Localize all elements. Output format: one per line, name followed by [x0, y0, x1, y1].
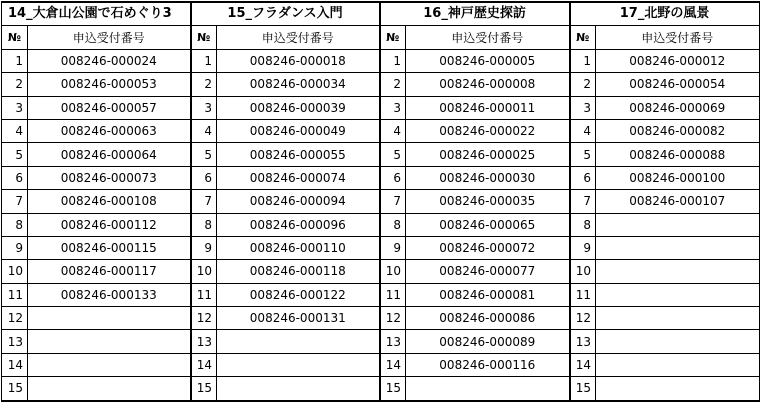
application-id-cell[interactable]	[217, 330, 380, 353]
application-id-cell[interactable]: 008246-000054	[596, 73, 760, 96]
row-number-cell[interactable]: 7	[380, 190, 406, 213]
row-number-cell[interactable]: 2	[191, 73, 217, 96]
row-number-cell[interactable]: 3	[2, 96, 28, 119]
application-id-cell[interactable]: 008246-000117	[28, 260, 191, 283]
application-id-cell[interactable]: 008246-000039	[217, 96, 380, 119]
application-id-cell[interactable]: 008246-000115	[28, 236, 191, 259]
application-id-cell[interactable]: 008246-000086	[406, 307, 570, 330]
row-number-cell[interactable]: 6	[570, 166, 596, 189]
table-row	[2, 49, 760, 72]
application-id-cell[interactable]: 008246-000100	[596, 166, 760, 189]
row-number-cell[interactable]: 8	[2, 213, 28, 236]
table-row	[2, 307, 760, 330]
application-id-cell[interactable]: 008246-000108	[28, 190, 191, 213]
application-id-cell[interactable]: 008246-000011	[406, 96, 570, 119]
row-number-cell[interactable]: 15	[191, 377, 217, 401]
application-id-cell[interactable]	[217, 377, 380, 401]
application-id-cell[interactable]: 008246-000018	[217, 49, 380, 72]
application-id-cell[interactable]: 008246-000089	[406, 330, 570, 353]
column-header-row	[2, 26, 760, 49]
application-id-cell[interactable]: 008246-000133	[28, 283, 191, 306]
application-id-cell[interactable]: 008246-000034	[217, 73, 380, 96]
application-id-cell[interactable]: 008246-000069	[596, 96, 760, 119]
row-number-cell[interactable]: 2	[380, 73, 406, 96]
application-id-cell[interactable]	[596, 307, 760, 330]
row-number-cell[interactable]: 1	[380, 49, 406, 72]
application-id-cell[interactable]: 008246-000072	[406, 236, 570, 259]
row-number-cell[interactable]: 4	[191, 119, 217, 142]
application-id-cell[interactable]: 008246-000118	[217, 260, 380, 283]
row-number-cell[interactable]: 3	[570, 96, 596, 119]
application-id-cell[interactable]: 008246-000074	[217, 166, 380, 189]
application-id-cell[interactable]: 008246-000025	[406, 143, 570, 166]
table-row	[2, 260, 760, 283]
row-number-cell[interactable]: 14	[570, 353, 596, 376]
row-number-cell[interactable]: 6	[380, 166, 406, 189]
application-id-cell[interactable]: 008246-000094	[217, 190, 380, 213]
table-row	[2, 353, 760, 376]
row-number-cell[interactable]: 11	[191, 283, 217, 306]
row-number-cell[interactable]: 9	[2, 236, 28, 259]
row-number-cell[interactable]: 15	[570, 377, 596, 401]
application-id-cell[interactable]: 008246-000064	[28, 143, 191, 166]
table-row	[2, 143, 760, 166]
application-id-cell[interactable]: 008246-000005	[406, 49, 570, 72]
application-id-cell[interactable]: 008246-000110	[217, 236, 380, 259]
table-row	[2, 236, 760, 259]
registration-table	[1, 1, 760, 402]
id-header[interactable]: 申込受付番号	[28, 26, 191, 49]
application-id-cell[interactable]: 008246-000116	[406, 353, 570, 376]
no-header[interactable]: №	[191, 26, 217, 49]
row-number-cell[interactable]: 14	[191, 353, 217, 376]
row-number-cell[interactable]: 5	[380, 143, 406, 166]
row-number-cell[interactable]: 13	[570, 330, 596, 353]
table-row	[2, 190, 760, 213]
application-id-cell[interactable]: 008246-000057	[28, 96, 191, 119]
row-number-cell[interactable]: 11	[2, 283, 28, 306]
row-number-cell[interactable]: 1	[570, 49, 596, 72]
application-id-cell[interactable]	[217, 353, 380, 376]
row-number-cell[interactable]: 12	[2, 307, 28, 330]
row-number-cell[interactable]: 7	[2, 190, 28, 213]
table-row	[2, 96, 760, 119]
row-number-cell[interactable]: 5	[191, 143, 217, 166]
row-number-cell[interactable]: 10	[2, 260, 28, 283]
row-number-cell[interactable]: 12	[191, 307, 217, 330]
application-id-cell[interactable]: 008246-000082	[596, 119, 760, 142]
row-number-cell[interactable]: 7	[191, 190, 217, 213]
application-id-cell[interactable]: 008246-000049	[217, 119, 380, 142]
application-id-cell[interactable]: 008246-000022	[406, 119, 570, 142]
row-number-cell[interactable]: 3	[191, 96, 217, 119]
id-header[interactable]: 申込受付番号	[406, 26, 570, 49]
application-id-cell[interactable]	[596, 330, 760, 353]
no-header[interactable]: №	[2, 26, 28, 49]
row-number-cell[interactable]: 9	[380, 236, 406, 259]
application-id-cell[interactable]	[406, 377, 570, 401]
table-row	[2, 166, 760, 189]
row-number-cell[interactable]: 11	[380, 283, 406, 306]
row-number-cell[interactable]: 12	[380, 307, 406, 330]
row-number-cell[interactable]: 2	[570, 73, 596, 96]
application-id-cell[interactable]	[596, 283, 760, 306]
application-id-cell[interactable]: 008246-000081	[406, 283, 570, 306]
row-number-cell[interactable]: 2	[2, 73, 28, 96]
table-row	[2, 119, 760, 142]
application-id-cell[interactable]	[28, 377, 191, 401]
row-number-cell[interactable]: 8	[380, 213, 406, 236]
application-id-cell[interactable]: 008246-000008	[406, 73, 570, 96]
application-id-cell[interactable]	[596, 260, 760, 283]
application-id-cell[interactable]	[596, 213, 760, 236]
application-id-cell[interactable]: 008246-000024	[28, 49, 191, 72]
row-number-cell[interactable]: 14	[2, 353, 28, 376]
row-number-cell[interactable]: 9	[570, 236, 596, 259]
row-number-cell[interactable]: 6	[2, 166, 28, 189]
row-number-cell[interactable]: 6	[191, 166, 217, 189]
group-title-row	[2, 2, 760, 26]
row-number-cell[interactable]: 10	[191, 260, 217, 283]
row-number-cell[interactable]: 12	[570, 307, 596, 330]
row-number-cell[interactable]: 13	[380, 330, 406, 353]
row-number-cell[interactable]: 8	[570, 213, 596, 236]
row-number-cell[interactable]: 1	[191, 49, 217, 72]
row-number-cell[interactable]: 8	[191, 213, 217, 236]
row-number-cell[interactable]: 5	[570, 143, 596, 166]
application-id-cell[interactable]: 008246-000131	[217, 307, 380, 330]
row-number-cell[interactable]: 15	[380, 377, 406, 401]
row-number-cell[interactable]: 14	[380, 353, 406, 376]
application-id-cell[interactable]	[28, 307, 191, 330]
row-number-cell[interactable]: 10	[380, 260, 406, 283]
no-header[interactable]: №	[570, 26, 596, 49]
row-number-cell[interactable]: 13	[191, 330, 217, 353]
row-number-cell[interactable]: 5	[2, 143, 28, 166]
row-number-cell[interactable]: 9	[191, 236, 217, 259]
application-id-cell[interactable]: 008246-000065	[406, 213, 570, 236]
application-id-cell[interactable]	[596, 377, 760, 401]
application-id-cell[interactable]	[28, 330, 191, 353]
application-id-cell[interactable]: 008246-000112	[28, 213, 191, 236]
application-id-cell[interactable]: 008246-000035	[406, 190, 570, 213]
group-title[interactable]: 17_北野の風景	[570, 2, 760, 26]
row-number-cell[interactable]: 7	[570, 190, 596, 213]
row-number-cell[interactable]: 15	[2, 377, 28, 401]
row-number-cell[interactable]: 4	[2, 119, 28, 142]
table-row	[2, 377, 760, 401]
application-id-cell[interactable]	[596, 236, 760, 259]
row-number-cell[interactable]: 3	[380, 96, 406, 119]
no-header[interactable]: №	[380, 26, 406, 49]
row-number-cell[interactable]: 4	[570, 119, 596, 142]
row-number-cell[interactable]: 1	[2, 49, 28, 72]
application-id-cell[interactable]: 008246-000073	[28, 166, 191, 189]
row-number-cell[interactable]: 11	[570, 283, 596, 306]
id-header[interactable]: 申込受付番号	[596, 26, 760, 49]
application-id-cell[interactable]: 008246-000107	[596, 190, 760, 213]
group-title[interactable]: 14_大倉山公園で石めぐり3	[2, 2, 191, 26]
application-id-cell[interactable]: 008246-000063	[28, 119, 191, 142]
application-id-cell[interactable]: 008246-000096	[217, 213, 380, 236]
row-number-cell[interactable]: 4	[380, 119, 406, 142]
group-title[interactable]: 16_神戸歴史探訪	[380, 2, 570, 26]
spreadsheet	[1, 1, 759, 399]
application-id-cell[interactable]	[28, 353, 191, 376]
application-id-cell[interactable]: 008246-000122	[217, 283, 380, 306]
table-row	[2, 73, 760, 96]
application-id-cell[interactable]: 008246-000012	[596, 49, 760, 72]
row-number-cell[interactable]: 13	[2, 330, 28, 353]
table-row	[2, 330, 760, 353]
application-id-cell[interactable]: 008246-000053	[28, 73, 191, 96]
table-row	[2, 283, 760, 306]
application-id-cell[interactable]: 008246-000088	[596, 143, 760, 166]
application-id-cell[interactable]: 008246-000055	[217, 143, 380, 166]
table-row	[2, 213, 760, 236]
group-title[interactable]: 15_フラダンス入門	[191, 2, 380, 26]
application-id-cell[interactable]: 008246-000077	[406, 260, 570, 283]
row-number-cell[interactable]: 10	[570, 260, 596, 283]
application-id-cell[interactable]: 008246-000030	[406, 166, 570, 189]
application-id-cell[interactable]	[596, 353, 760, 376]
id-header[interactable]: 申込受付番号	[217, 26, 380, 49]
